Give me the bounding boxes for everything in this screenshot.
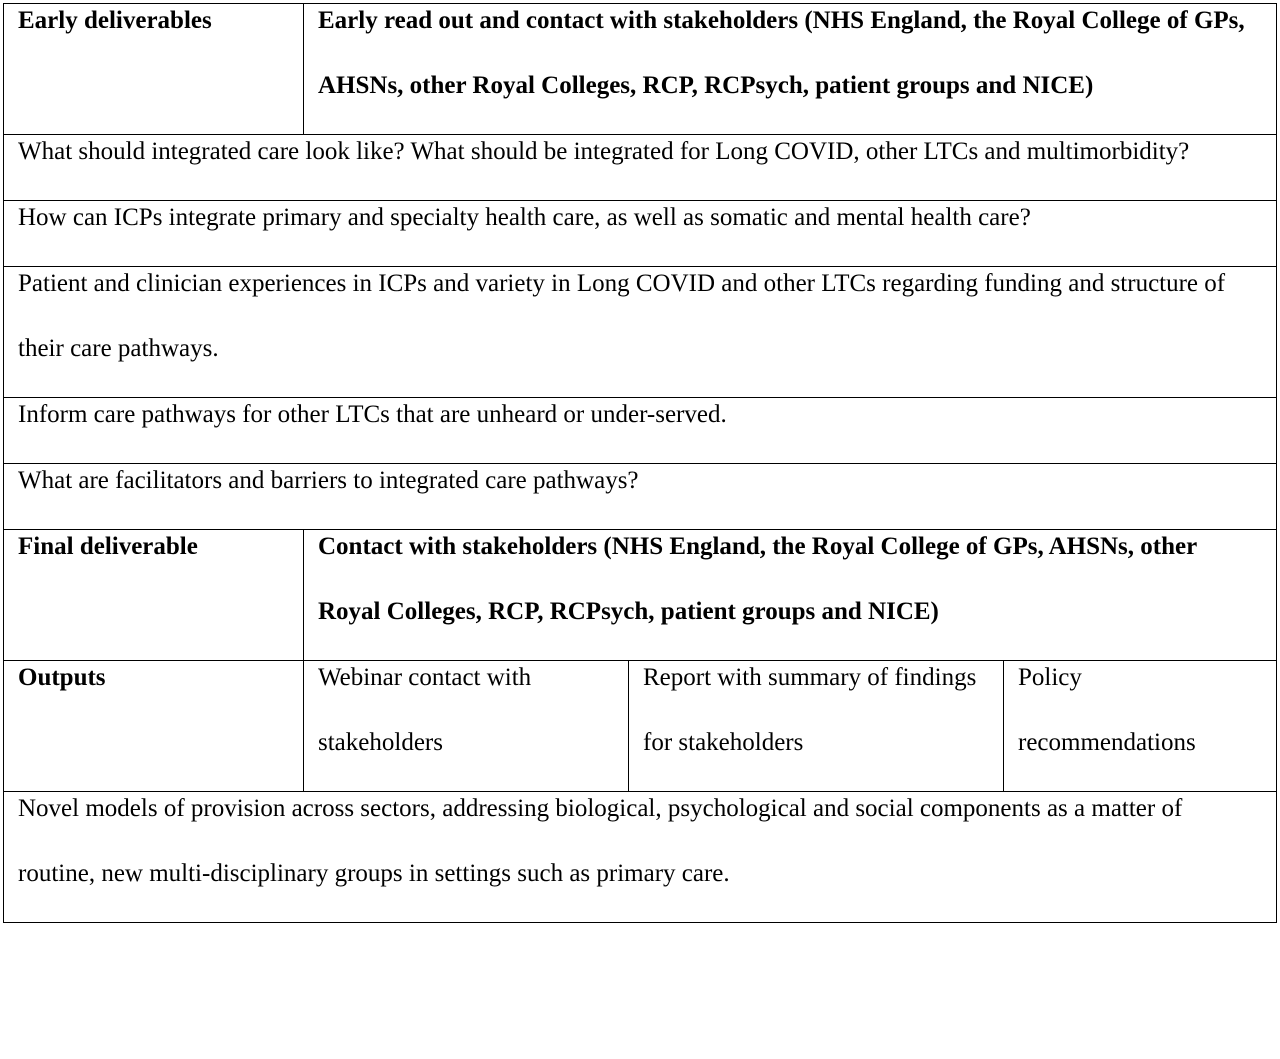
deliverables-table bbox=[3, 3, 1277, 923]
closing-row bbox=[4, 792, 1277, 923]
final-deliverable-row bbox=[4, 530, 1277, 661]
question-text: Inform care pathways for other LTCs that are unheard or under-served. bbox=[18, 401, 727, 428]
output-item-cell bbox=[1004, 661, 1277, 792]
output-item-cell bbox=[629, 661, 1004, 792]
early-deliverables-heading-cell bbox=[304, 4, 1277, 135]
question-text: How can ICPs integrate primary and specialty health care, as well as somatic and mental health care? bbox=[18, 204, 1031, 231]
early-deliverables-heading: Early read out and contact with stakeholders (NHS England, the Royal College of GPs, AHSNs, other Royal Colleges, RCP, RCPsych, patient groups and NICE) bbox=[318, 7, 1245, 99]
final-deliverable-label-cell bbox=[4, 530, 304, 661]
early-deliverables-row bbox=[4, 4, 1277, 135]
closing-cell bbox=[4, 792, 1277, 923]
output-item: Webinar contact with stakeholders bbox=[318, 664, 532, 756]
question-cell bbox=[4, 267, 1277, 398]
outputs-label: Outputs bbox=[18, 664, 106, 691]
final-deliverable-heading: Contact with stakeholders (NHS England, the Royal College of GPs, AHSNs, other Royal Colleges, RCP, RCPsych, patient groups and NICE) bbox=[318, 533, 1197, 625]
outputs-label-cell bbox=[4, 661, 304, 792]
outputs-row bbox=[4, 661, 1277, 792]
early-deliverables-label-cell bbox=[4, 4, 304, 135]
question-row bbox=[4, 267, 1277, 398]
question-text: What are facilitators and barriers to integrated care pathways? bbox=[18, 467, 639, 494]
output-item-cell bbox=[304, 661, 629, 792]
final-deliverable-label: Final deliverable bbox=[18, 533, 198, 560]
output-item: Report with summary of findings for stakeholders bbox=[643, 664, 977, 756]
output-item: Policy recommendations bbox=[1018, 664, 1196, 756]
question-text: What should integrated care look like? What should be integrated for Long COVID, other LTCs and multimorbidity? bbox=[18, 138, 1190, 165]
question-text: Patient and clinician experiences in ICPs and variety in Long COVID and other LTCs regarding funding and structure of their care pathways. bbox=[18, 270, 1226, 362]
early-deliverables-label: Early deliverables bbox=[18, 7, 212, 34]
final-deliverable-heading-cell bbox=[304, 530, 1277, 661]
closing-text: Novel models of provision across sectors, addressing biological, psychological and social components as a matter of routine, new multi-disciplinary groups in settings such as primary care. bbox=[18, 795, 1183, 887]
